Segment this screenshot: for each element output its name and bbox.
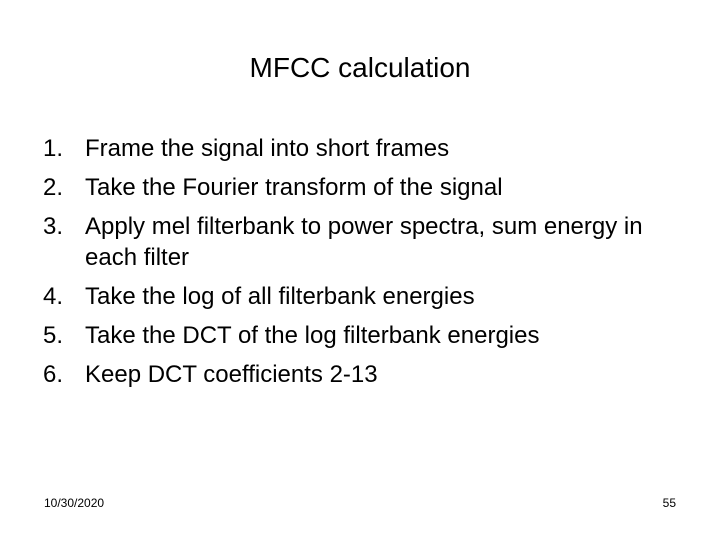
list-item <box>43 320 683 351</box>
steps-list <box>43 133 683 398</box>
step-text: Take the log of all filterbank energies <box>85 283 475 310</box>
list-item <box>43 359 683 390</box>
list-item <box>43 211 683 273</box>
step-text: Frame the signal into short frames <box>85 135 450 162</box>
step-number: 6. <box>43 361 64 388</box>
step-text: Take the Fourier transform of the signal <box>85 174 503 201</box>
slide-title: MFCC calculation <box>249 52 471 83</box>
step-number: 3. <box>43 213 64 240</box>
step-number: 4. <box>43 283 64 310</box>
step-number: 1. <box>43 135 64 162</box>
step-number: 2. <box>43 174 64 201</box>
list-item <box>43 172 683 203</box>
step-number: 5. <box>43 322 64 349</box>
step-text: Apply mel filterbank to power spectra, sum energy in each filter <box>85 213 643 271</box>
list-item <box>43 133 683 164</box>
page-number: 55 <box>662 496 676 510</box>
step-text: Keep DCT coefficients 2-13 <box>85 361 378 388</box>
step-text: Take the DCT of the log filterbank energies <box>85 322 540 349</box>
footer-date: 10/30/2020 <box>44 496 105 510</box>
list-item <box>43 281 683 312</box>
